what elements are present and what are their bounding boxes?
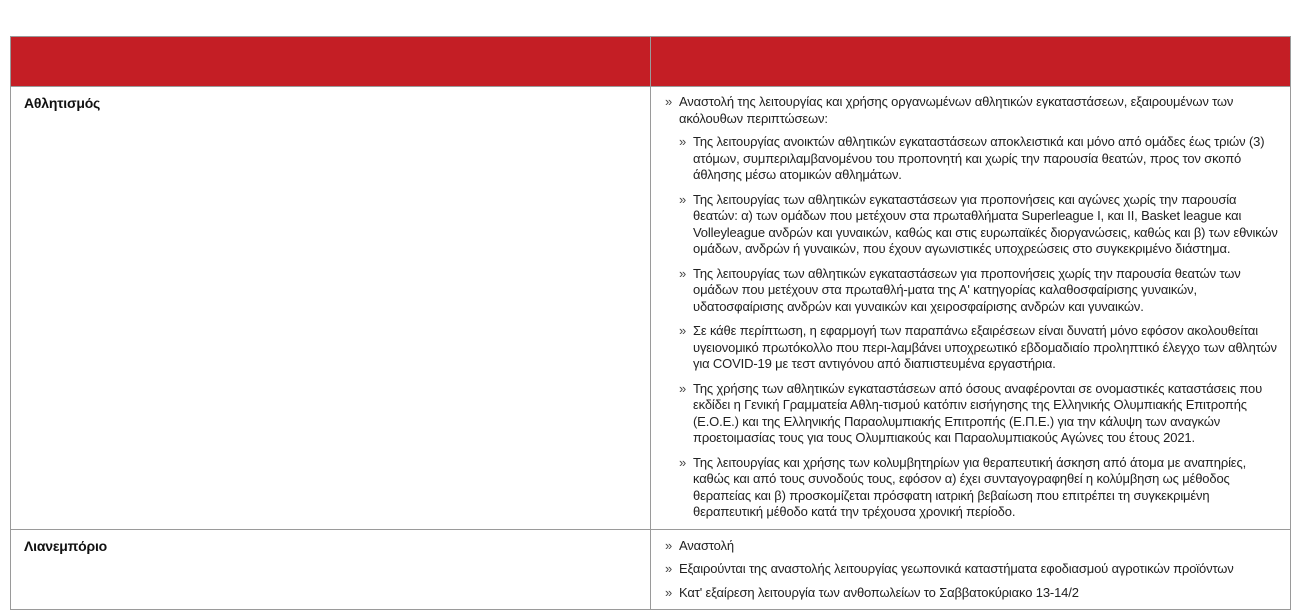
list-item bbox=[679, 455, 1278, 521]
bullet-icon: » bbox=[665, 561, 673, 576]
item-text: Της λειτουργίας ανοικτών αθλητικών εγκαταστάσεων αποκλειστικά και μόνο από ομάδες έως τριών (3) ατόμων, συμπεριλαμβανομένου του προπονητή και χωρίς την παρουσία θεατών, προς τον σκοπό άθλησης μέσω ατομικών αθλημάτων. bbox=[693, 134, 1265, 182]
bullet-icon: » bbox=[679, 134, 687, 149]
item-text: Σε κάθε περίπτωση, η εφαρμογή των παραπάνω εξαιρέσεων είναι δυνατή μόνο εφόσον ακολουθείται υγειονομικό πρωτόκολλο που περι-λαμβάνει υποχρεωτικό εβδομαδιαίο προληπτικό έλεγχο των αθλητών για COVID-19 με τεστ αντιγόνου από διαπιστευμένα εργαστήρια. bbox=[693, 323, 1277, 371]
list-item bbox=[679, 381, 1278, 447]
bullet-icon: » bbox=[679, 454, 687, 470]
lead-item bbox=[665, 94, 1278, 127]
header-cell-content bbox=[651, 37, 1291, 87]
item-text: Αναστολή της λειτουργίας και χρήσης οργανωμένων αθλητικών εγκαταστάσεων, εξαιρουμένων των ακόλουθων περιπτώσεων: bbox=[679, 94, 1234, 126]
category-label: Αθλητισμός bbox=[11, 87, 651, 530]
measures-content bbox=[651, 529, 1291, 610]
bullet-icon: » bbox=[665, 584, 673, 600]
bullet-icon: » bbox=[679, 323, 687, 338]
bullet-icon: » bbox=[665, 537, 673, 553]
measures-table bbox=[10, 36, 1291, 610]
header-cell-category bbox=[11, 37, 651, 87]
item-text: Της λειτουργίας των αθλητικών εγκαταστάσεων για προπονήσεις χωρίς την παρουσία θεατών των ομάδων που μετέχουν στα πρωταθλή-ματα της Α' κατηγορίας καλαθοσφαίρισης γυναικών, υδατοσφαίρισης ανδρών και γυναικών και χειροσφαίρισης ανδρών και γυναικών. bbox=[693, 265, 1241, 314]
item-text: Κατ' εξαίρεση λειτουργία των ανθοπωλείων το Σαββατοκύριακο 13-14/2 bbox=[679, 584, 1079, 600]
bullet-icon: » bbox=[665, 94, 673, 109]
item-text: Της λειτουργίας των αθλητικών εγκαταστάσεων για προπονήσεις και αγώνες χωρίς την παρουσία θεατών: α) των ομάδων που μετέχουν στα πρωταθλήματα Superleague I, και II, Basket league και Volleyleague ανδρών και γυναικών, καθώς και στις ευρωπαϊκές διοργανώσεις, καθώς και β) των εθνικών ομάδων, ανδρών ή γυναικών, που έχουν αγωνιστικές υποχρεώσεις στο συγκεκριμένο διάστημα. bbox=[693, 191, 1278, 256]
table-row-retail bbox=[11, 529, 1291, 610]
list-item bbox=[665, 585, 1278, 602]
table-row-sports bbox=[11, 87, 1291, 530]
item-text: Εξαιρούνται της αναστολής λειτουργίας γεωπονικά καταστήματα εφοδιασμού αγροτικών προϊόντων bbox=[679, 561, 1234, 576]
list-item bbox=[679, 192, 1278, 258]
list-item bbox=[679, 134, 1278, 184]
measures-content bbox=[651, 87, 1291, 530]
list-item bbox=[665, 561, 1278, 578]
item-text: Αναστολή bbox=[679, 537, 734, 553]
bullet-icon: » bbox=[679, 265, 687, 281]
table-header-row bbox=[11, 37, 1291, 87]
item-text: Της λειτουργίας και χρήσης των κολυμβητηρίων για θεραπευτική άσκηση από άτομα με αναπηρίες, καθώς και από τους συνοδούς τους, εφόσον α) έχει συνταγογραφηθεί η κολύμβηση ως μέθοδος θεραπείας και β) προσκομίζεται πρόσφατη ιατρική βεβαίωση που επιτρέπει τη συγκεκριμένη θεραπευτική μέθοδο κατά την τρέχουσα χρονική περίοδο. bbox=[693, 454, 1247, 519]
list-item bbox=[679, 266, 1278, 316]
list-item bbox=[665, 538, 1278, 555]
list-item bbox=[679, 323, 1278, 373]
item-text: Της χρήσης των αθλητικών εγκαταστάσεων από όσους αναφέρονται σε ονομαστικές καταστάσεις που εκδίδει η Γενική Γραμματεία Αθλη-τισμού κατόπιν εισήγησης της Ελληνικής Ολυμπιακής Επιτροπής (Ε.Ο.Ε.) και της Ελληνικής Παραολυμπιακής Επιτροπής (Ε.Π.Ε.) για την κάλυψη των αναγκών προετοιμασίας τους για τους Ολυμπιακούς και Παραολυμπιακούς Αγώνες του έτους 2021. bbox=[693, 380, 1263, 445]
category-label: Λιανεμπόριο bbox=[11, 529, 651, 610]
bullet-icon: » bbox=[679, 191, 687, 207]
bullet-icon: » bbox=[679, 380, 687, 396]
